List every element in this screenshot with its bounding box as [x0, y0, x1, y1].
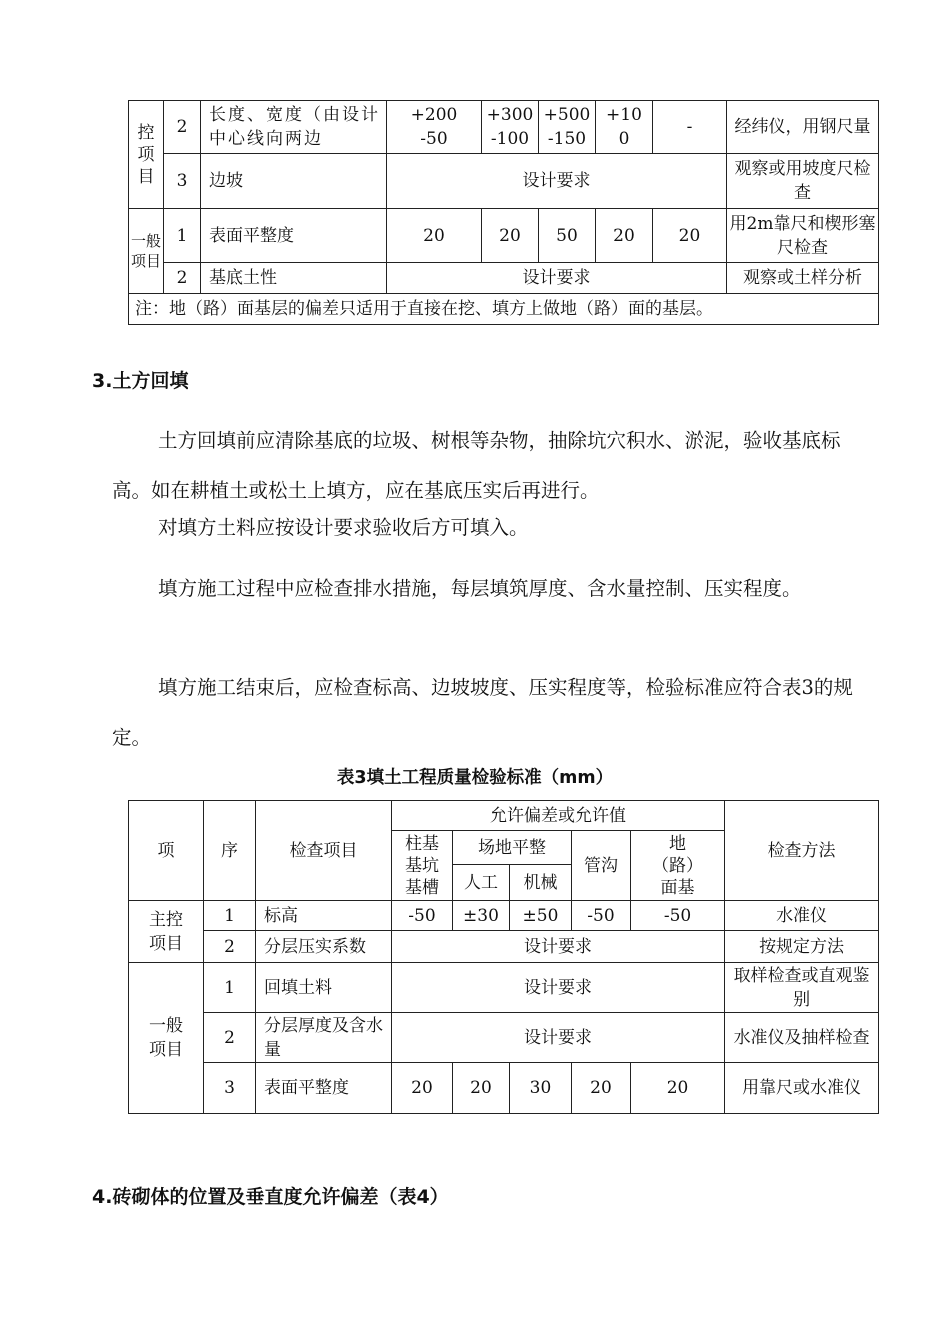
value-cell: -: [653, 101, 727, 154]
check-method: 取样检查或直观鉴别: [725, 963, 879, 1013]
row-group-label: 主控 项目: [129, 901, 204, 963]
table-row: [129, 294, 879, 325]
span-value: 设计要求: [392, 931, 725, 963]
header-foundation: 柱基 基坑 基槽: [392, 831, 453, 901]
header-deviation: 允许偏差或允许值: [392, 801, 725, 831]
paragraph: [112, 663, 862, 763]
table-row: [129, 901, 879, 931]
header-site-leveling: 场地平整: [453, 831, 572, 865]
value-cell: 30: [510, 1063, 572, 1114]
table-header-row: [129, 801, 879, 831]
row-number: 2: [164, 101, 201, 154]
value-cell: 50: [539, 209, 596, 263]
paragraph-text: 填方施工结束后，应检查标高、边坡坡度、压实程度等，检验标准应符合表3的规定。: [112, 676, 853, 749]
table-3: [128, 800, 879, 1114]
header-method: 检查方法: [725, 801, 879, 901]
value-cell: 20: [482, 209, 539, 263]
section-heading: 4.砖砌体的位置及垂直度允许偏差（表4）: [92, 1186, 449, 1208]
value-cell: 20: [572, 1063, 631, 1114]
header-pipe-trench: 管沟: [572, 831, 631, 901]
table-row: [129, 263, 879, 294]
table-row: [129, 963, 879, 1013]
table-2-continued: [128, 100, 879, 325]
table-note: 注：地（路）面基层的偏差只适用于直接在挖、填方上做地（路）面的基层。: [129, 294, 879, 325]
value-cell: ±50: [510, 901, 572, 931]
row-number: 2: [204, 931, 256, 963]
table-row: [129, 154, 879, 209]
row-number: 3: [204, 1063, 256, 1114]
value-cell: -50: [631, 901, 725, 931]
value-cell: -50: [392, 901, 453, 931]
check-method: 用靠尺或水准仪: [725, 1063, 879, 1114]
table-caption: 表3填土工程质量检验标准（mm）: [336, 768, 614, 788]
value-cell: 20: [392, 1063, 453, 1114]
check-item: 分层厚度及含水量: [256, 1013, 392, 1063]
paragraph: [112, 416, 862, 516]
table-row: [129, 209, 879, 263]
value-cell: 20: [631, 1063, 725, 1114]
check-item: 标高: [256, 901, 392, 931]
check-method: 观察或用坡度尺检查: [727, 154, 879, 209]
row-number: 1: [204, 901, 256, 931]
paragraph: 对填方土料应按设计要求验收后方可填入。: [158, 516, 529, 539]
value-cell: +300 -100: [482, 101, 539, 154]
row-number: 1: [204, 963, 256, 1013]
check-item: 回填土料: [256, 963, 392, 1013]
value-cell: 20: [596, 209, 653, 263]
span-value: 设计要求: [387, 263, 727, 294]
check-method: 水准仪及抽样检查: [725, 1013, 879, 1063]
section-heading: 3.土方回填: [92, 370, 189, 392]
table-row: [129, 1063, 879, 1114]
row-group-label: 一般 项目: [129, 209, 164, 294]
row-group-label: 控 项 目: [129, 101, 164, 209]
value-cell: -50: [572, 901, 631, 931]
value-cell: +200 -50: [387, 101, 482, 154]
span-value: 设计要求: [387, 154, 727, 209]
check-item: 表面平整度: [201, 209, 387, 263]
span-value: 设计要求: [392, 963, 725, 1013]
row-group-label: 一般 项目: [129, 963, 204, 1114]
value-cell: +10 0: [596, 101, 653, 154]
value-cell: 20: [453, 1063, 510, 1114]
row-number: 2: [164, 263, 201, 294]
table-row: [129, 1013, 879, 1063]
table-row: [129, 101, 879, 154]
value-cell: +500 -150: [539, 101, 596, 154]
row-number: 1: [164, 209, 201, 263]
table-row: [129, 931, 879, 963]
header-manual: 人工: [453, 865, 510, 901]
row-number: 2: [204, 1013, 256, 1063]
check-method: 观察或土样分析: [727, 263, 879, 294]
value-cell: ±30: [453, 901, 510, 931]
value-cell: 20: [653, 209, 727, 263]
header-check-item: 检查项目: [256, 801, 392, 901]
check-method: 按规定方法: [725, 931, 879, 963]
paragraph: [112, 564, 862, 614]
check-item: 长度、宽度（由设计中心线向两边: [201, 101, 387, 154]
check-method: 用2m靠尺和楔形塞尺检查: [727, 209, 879, 263]
header-road-base: 地 （路） 面基: [631, 831, 725, 901]
header-item: 项: [129, 801, 204, 901]
value-cell: 20: [387, 209, 482, 263]
check-method: 水准仪: [725, 901, 879, 931]
header-no: 序: [204, 801, 256, 901]
paragraph-text: 填方施工过程中应检查排水措施，每层填筑厚度、含水量控制、压实程度。: [158, 577, 802, 600]
paragraph-text: 土方回填前应清除基底的垃圾、树根等杂物，抽除坑穴积水、淤泥，验收基底标高。如在耕植土或松土上填方，应在基底压实后再进行。: [112, 429, 841, 502]
check-method: 经纬仪，用钢尺量: [727, 101, 879, 154]
check-item: 表面平整度: [256, 1063, 392, 1114]
row-number: 3: [164, 154, 201, 209]
span-value: 设计要求: [392, 1013, 725, 1063]
header-machine: 机械: [510, 865, 572, 901]
check-item: 基底土性: [201, 263, 387, 294]
check-item: 分层压实系数: [256, 931, 392, 963]
check-item: 边坡: [201, 154, 387, 209]
